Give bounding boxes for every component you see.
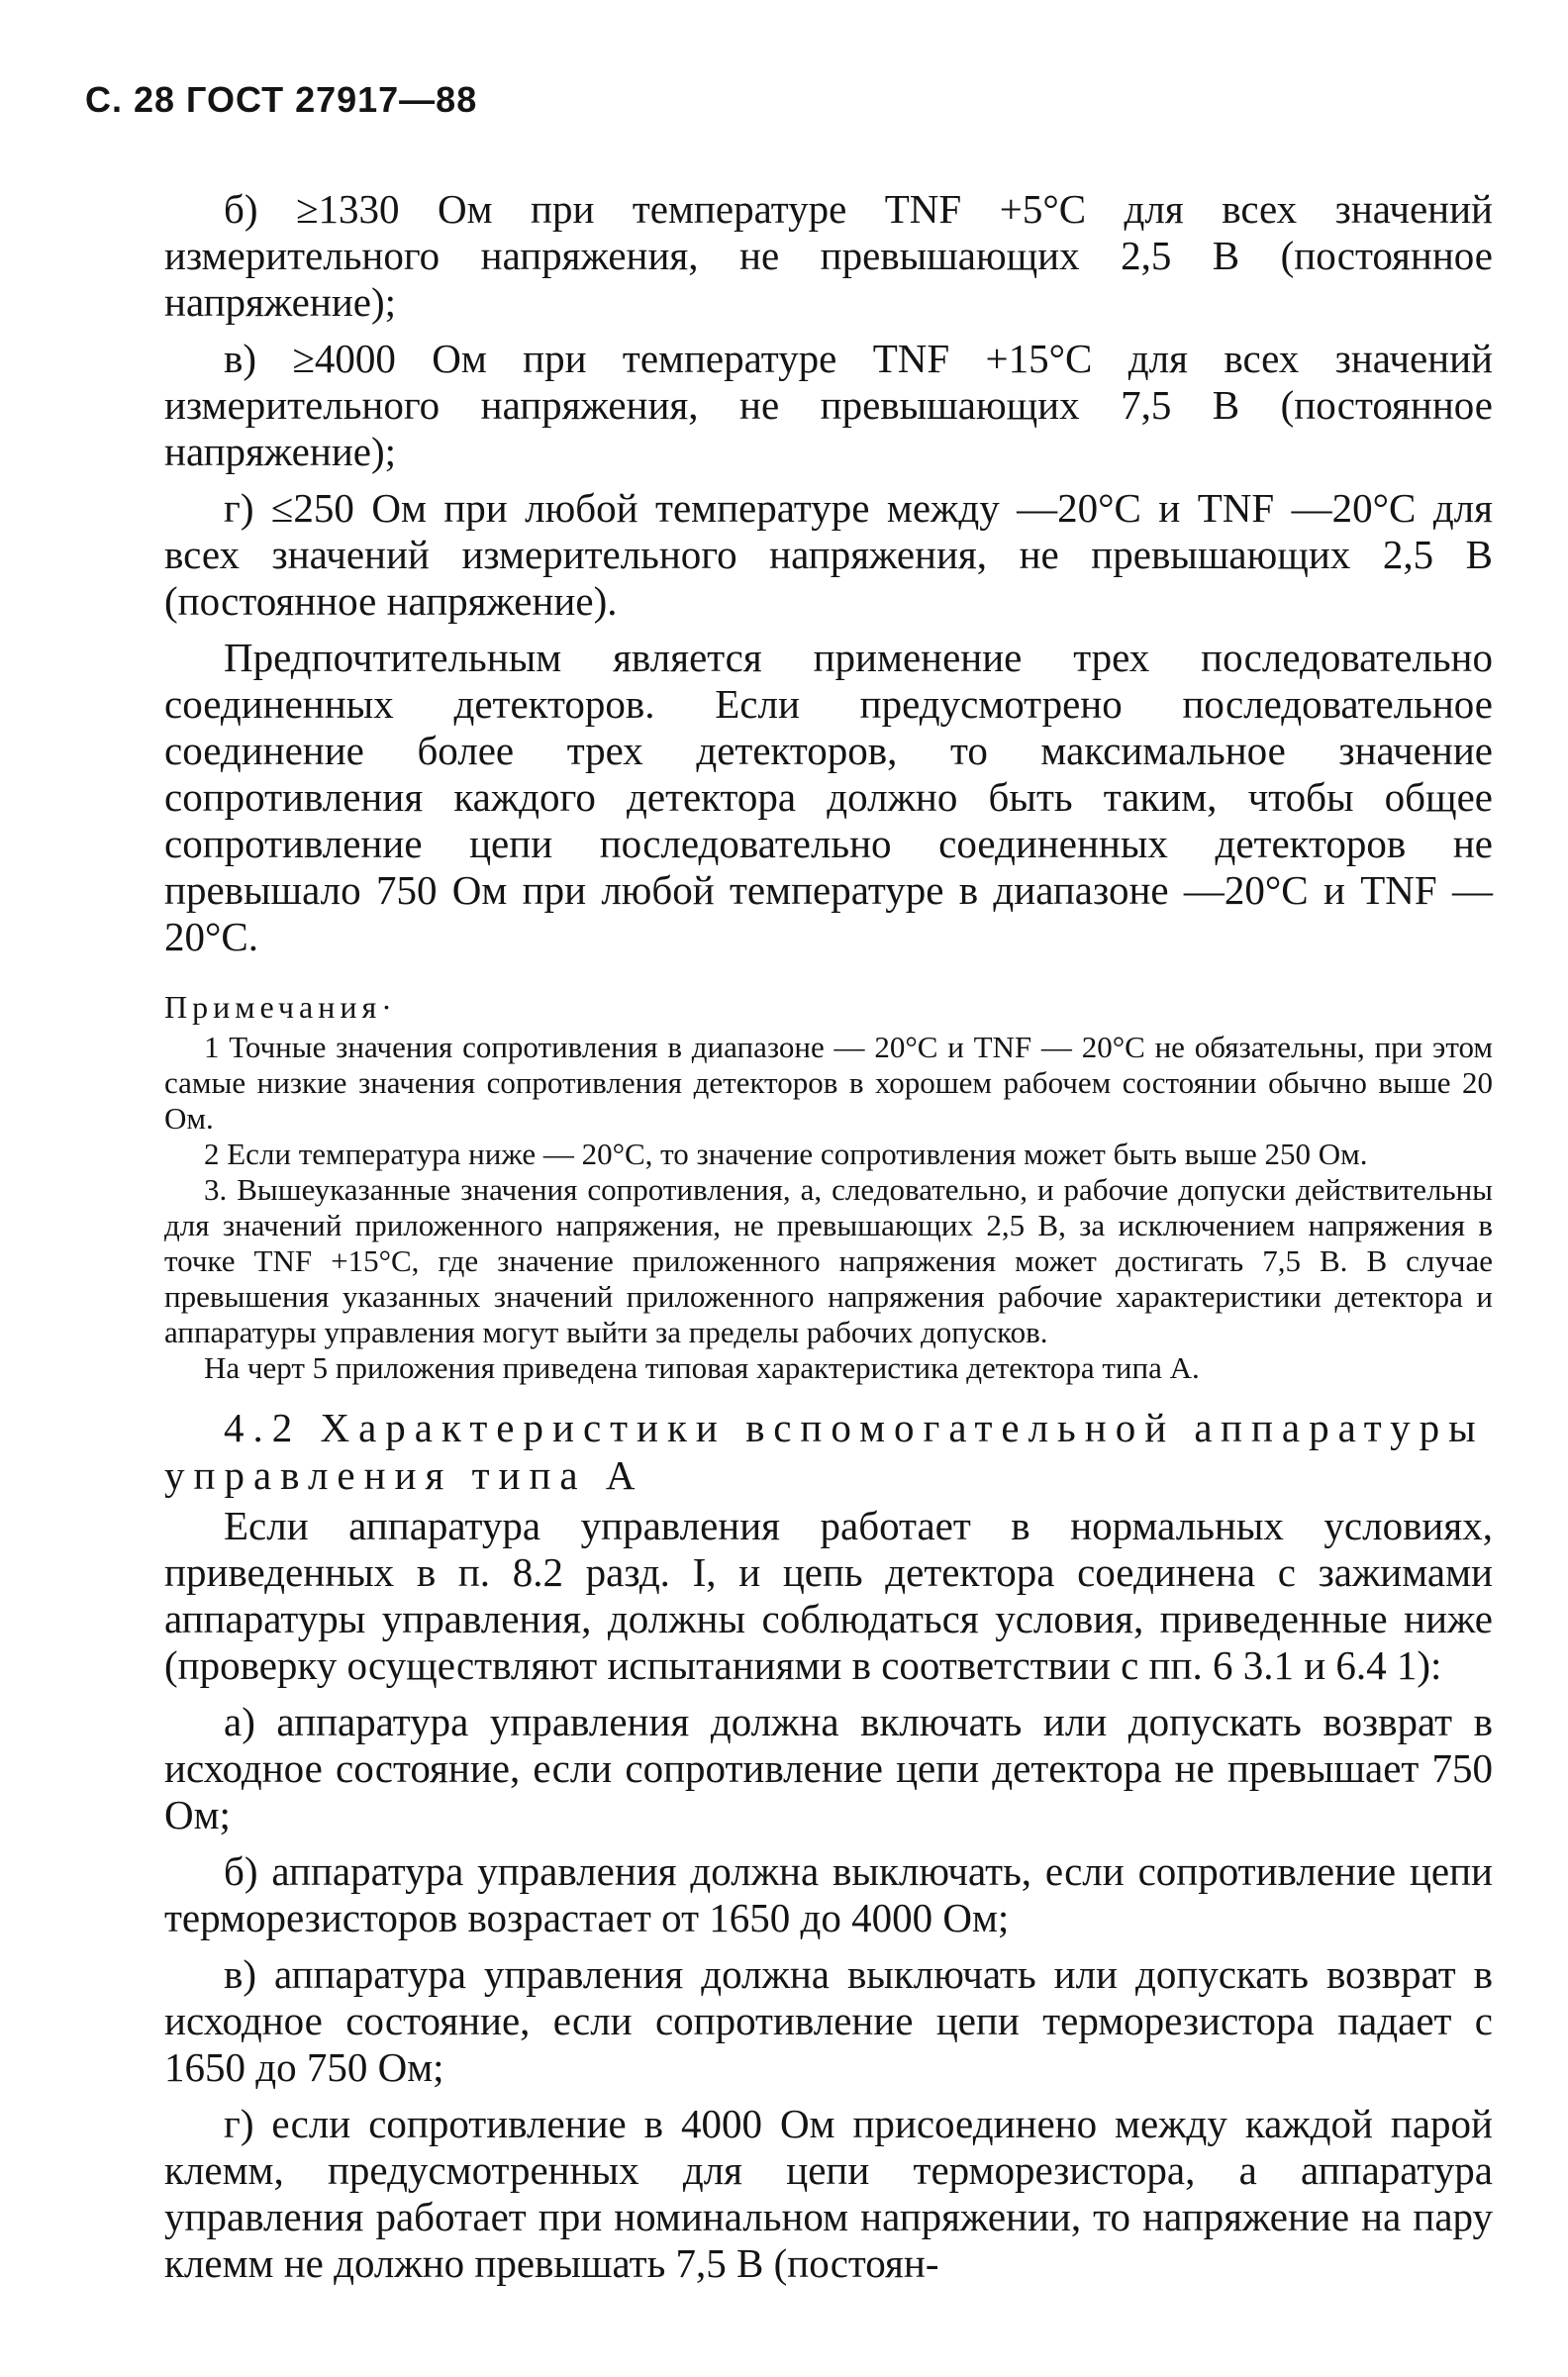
series-detectors-paragraph: Предпочтительным является применение трех последовательно соединенных детекторов. Если предусмотрено последовательное соединение более трех детекторов, то максимальное значение сопротивления каждого детектора должно быть таким, чтобы общее сопротивление цепи последовательно соединенных детекторов не превышало 750 Ом при любой температуре в диапазоне —20°С и TNF —20°С. — [164, 635, 1493, 959]
section-item-v: в) аппаратура управления должна выключать или допускать возврат в исходное состояние, если сопротивление цепи терморезистора падает с 1650 до 750 Ом; — [164, 1951, 1493, 2090]
section-item-b: б) аппаратура управления должна выключать, если сопротивление цепи терморезисторов возрастает от 1650 до 4000 Ом; — [164, 1848, 1493, 1940]
item-v-resistance: в) ≥4000 Ом при температуре TNF +15°С для всех значений измерительного напряжения, не превышающих 7,5 В (постоянное напряжение); — [164, 336, 1493, 474]
page-content — [164, 186, 1493, 2297]
notes-block — [164, 988, 1493, 1386]
item-b-resistance: б) ≥1330 Ом при температуре TNF +5°С для всех значений измерительного напряжения, не превышающих 2,5 В (постоянное напряжение); — [164, 186, 1493, 325]
section-item-g: г) если сопротивление в 4000 Ом присоединено между каждой парой клемм, предусмотренных для цепи терморезистора, а аппаратура управления работает при номинальном напряжении, то напряжение на пару клемм не должно превышать 7,5 В (постоян- — [164, 2101, 1493, 2286]
notes-title: Примечания· — [164, 989, 397, 1025]
item-g-resistance: г) ≤250 Ом при любой температуре между —20°С и TNF —20°С для всех значений измерительного напряжения, не превышающих 2,5 В (постоянное напряжение). — [164, 485, 1493, 624]
note-3: 3. Вышеуказанные значения сопротивления, а, следовательно, и рабочие допуски действительны для значений приложенного напряжения, не превышающих 2,5 В, за исключением напряжения в точке TNF +15°С, где значение приложенного напряжения может достигать 7,5 В. В случае превышения указанных значений приложенного напряжения рабочие характеристики детектора и аппаратуры управления могут выйти за пределы рабочих допусков. — [164, 1172, 1493, 1349]
section-heading: 4.2 Характеристики вспомогательной аппаратуры управления типа А — [164, 1405, 1485, 1498]
page-header: С. 28 ГОСТ 27917—88 — [85, 79, 478, 120]
notes-footer: На черт 5 приложения приведена типовая характеристика детектора типа А. — [204, 1350, 1200, 1385]
section-item-a: а) аппаратура управления должна включать или допускать возврат в исходное состояние, если сопротивление цепи детектора не превышает 750 Ом; — [164, 1699, 1493, 1837]
section-intro: Если аппаратура управления работает в нормальных условиях, приведенных в п. 8.2 разд. I, и цепь детектора соединена с зажимами аппаратуры управления, должны соблюдаться условия, приведенные ниже (проверку осуществляют испытаниями в соответствии с пп. 6 3.1 и 6.4 1): — [164, 1503, 1493, 1688]
note-1: 1 Точные значения сопротивления в диапазоне — 20°С и TNF — 20°С не обязательны, при этом самые низкие значения сопротивления детекторов в хорошем рабочем состоянии обычно выше 20 Ом. — [164, 1030, 1493, 1136]
note-2: 2 Если температура ниже — 20°С, то значение сопротивления может быть выше 250 Ом. — [204, 1137, 1368, 1171]
